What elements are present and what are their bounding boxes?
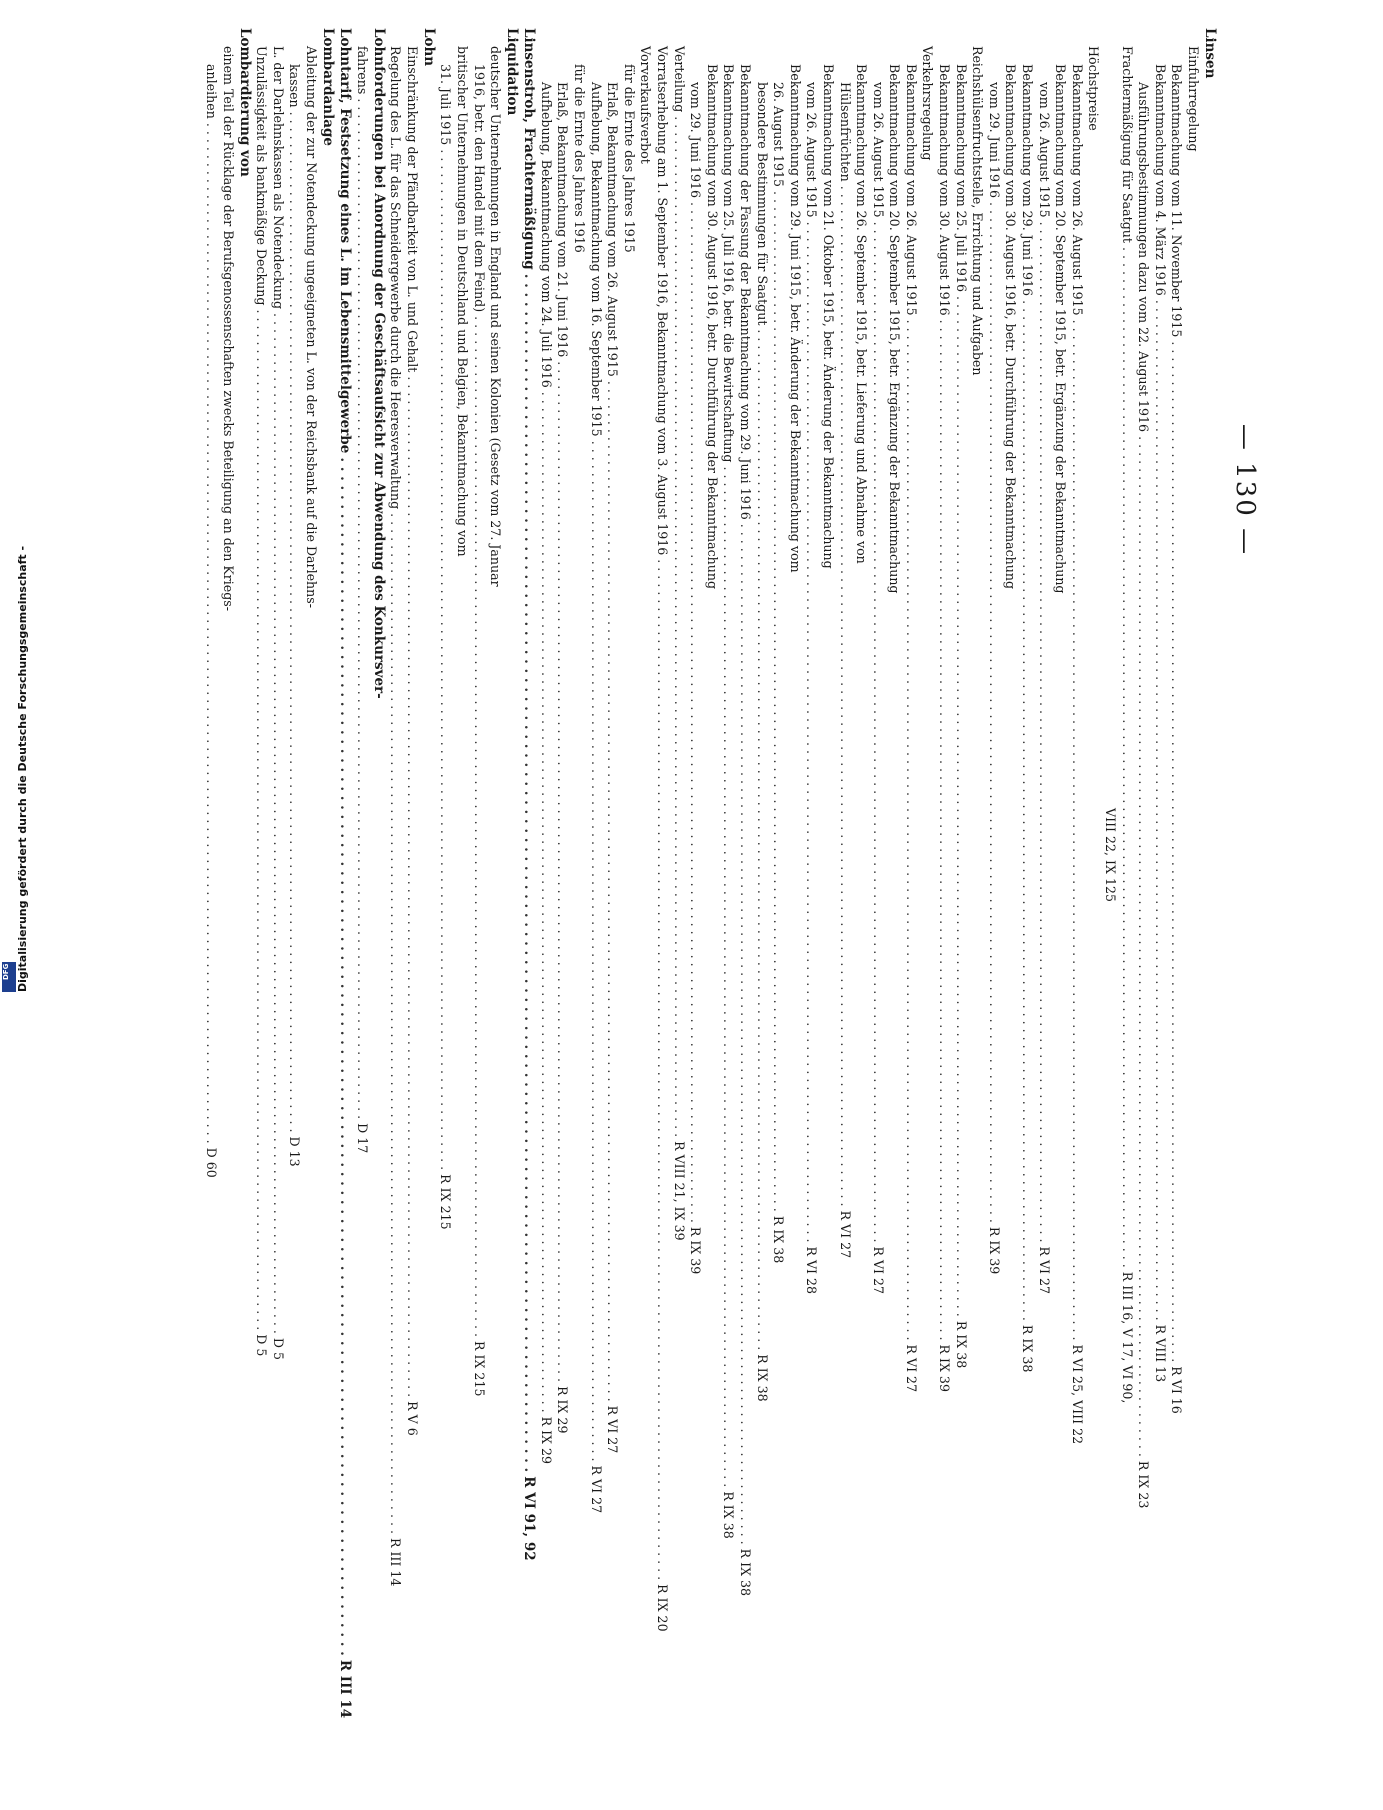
- entry-text: Bekanntmachung vom 4. März 1916: [1152, 64, 1168, 296]
- entry-text: Erlaß, Bekanntmachung vom 21. Juni 1916: [555, 82, 571, 358]
- index-entry: [1184, 28, 1201, 958]
- entry-reference: R IX 20: [655, 1584, 670, 1632]
- dot-leader: [753, 329, 770, 1350]
- entry-text: Linsen: [1202, 28, 1218, 79]
- entry-reference: R VIII 13: [1152, 1324, 1168, 1383]
- index-heading: [370, 28, 387, 958]
- footer-text: Digitalisierung gefördert durch die Deutsche Forschungsgemeinschaft -: [16, 545, 29, 992]
- entry-text: Lohn: [420, 28, 437, 67]
- entry-reference: R III 14: [388, 1537, 404, 1587]
- entry-text: Bekanntmachung vom 26. September 1915, betr. Lieferung und Abnahme von: [854, 64, 870, 564]
- index-entry: [1018, 28, 1036, 1373]
- index-entry: [353, 28, 370, 1154]
- entry-reference: D 5: [254, 1334, 270, 1357]
- index-entry: [570, 28, 587, 958]
- index-entry: [1168, 28, 1185, 1414]
- dot-leader: [537, 392, 554, 1413]
- index-entry: [269, 28, 286, 1360]
- dot-leader: [720, 466, 737, 1487]
- entry-text: 26. August 1915: [771, 82, 787, 187]
- entry-text: Bekanntmachung vom 26. August 1915: [1069, 64, 1085, 316]
- entry-text: vom 26. August 1915: [804, 82, 820, 218]
- dot-leader: [1018, 300, 1035, 1321]
- dot-leader: [985, 202, 1002, 1223]
- index-entry: [670, 28, 687, 1241]
- entry-text: Verteilung: [671, 46, 687, 113]
- entry-text: Ausführungsbestimmungen dazu vom 22. August 1916: [1136, 82, 1152, 433]
- dot-leader: [604, 381, 621, 1402]
- entry-text: Lohnforderungen bei Anordnung der Geschäftsaufsicht zur Abwendung des Konkursver-: [370, 28, 387, 699]
- entry-reference: R IX 38: [771, 1215, 787, 1264]
- index-entry: [836, 28, 853, 1259]
- page-number: — 130 —: [1230, 423, 1260, 557]
- entry-reference: R IX 38: [721, 1491, 737, 1539]
- index-entry: [253, 28, 270, 1357]
- entry-reference: R IX 39: [688, 1226, 704, 1275]
- index-entry: [1151, 28, 1168, 1383]
- entry-reference: R VI 28: [804, 1246, 820, 1295]
- dot-leader: [520, 274, 537, 1473]
- dot-leader: [736, 524, 753, 1545]
- entry-text: anleihen: [204, 64, 220, 119]
- index-entry: [620, 28, 637, 958]
- dot-leader: [286, 112, 303, 1133]
- dot-leader: [869, 222, 886, 1243]
- dfg-logo: [2, 962, 16, 992]
- entry-text: Bekanntmachung vom 29. Juni 1916: [1020, 64, 1036, 297]
- index-entry: [286, 28, 303, 1167]
- entry-reference: R IX 215: [471, 1341, 487, 1397]
- index-entry: [819, 28, 836, 958]
- index-entry: [936, 28, 953, 1392]
- entry-reference: R IX 38: [953, 1320, 969, 1369]
- entry-text: Einschränkung der Pfändbarkeit von L. und Gehalt: [404, 46, 420, 373]
- index-entry: [470, 28, 487, 1397]
- dot-leader: [803, 222, 820, 1243]
- entry-text: britischer Unternehmungen in Deutschland und Belgien, Bekanntmachung vom: [455, 46, 471, 557]
- index-heading: [336, 28, 354, 1719]
- dot-leader: [1135, 436, 1152, 1457]
- entry-text: Vorverkaufsverbot: [638, 46, 654, 164]
- entry-text: kassen: [287, 64, 303, 108]
- dot-leader: [952, 296, 969, 1317]
- index-entry: [203, 28, 220, 1178]
- entry-text: Bekanntmachung vom 11. November 1915: [1169, 64, 1185, 338]
- entry-text: Bekanntmachung vom 20. September 1915, betr. Ergänzung der Bekanntmachung: [887, 64, 903, 594]
- dot-leader: [554, 361, 571, 1382]
- entry-text: vom 26. August 1915: [870, 82, 886, 218]
- dot-leader: [1068, 320, 1085, 1341]
- entry-reference: R VI 16: [1169, 1366, 1185, 1414]
- entry-reference: R IX 29: [538, 1416, 554, 1465]
- entry-text: für die Ernte des Jahres 1915: [621, 64, 637, 253]
- entry-reference: R VI 27: [903, 1344, 919, 1393]
- entry-text: Ableitung der zur Notendeckung ungeeigneten L. von der Reichsbank auf die Darlehns-: [304, 46, 320, 609]
- dfg-logo-text: DFG: [2, 963, 10, 980]
- entry-text: Bekanntmachung vom 30. August 1916, betr. Durchführung der Bekanntmachung: [704, 64, 720, 590]
- entry-text: Erlaß, Bekanntmachung vom 26. August 1915: [605, 82, 621, 377]
- entry-reference: R IX 39: [937, 1344, 953, 1392]
- index-entry: [537, 28, 554, 1465]
- index-entry: [969, 28, 986, 958]
- entry-reference: D 17: [354, 1123, 370, 1154]
- index-entry: [803, 28, 820, 1295]
- index-entry: [753, 28, 770, 1402]
- dot-leader: [1168, 341, 1185, 1362]
- entry-reference: R IX 38: [1020, 1324, 1036, 1373]
- entry-text: einem Teil der Rücklage der Berufsgenossenschaften zwecks Beteiligung an den Kriegs-: [220, 46, 236, 612]
- dot-leader: [253, 309, 270, 1330]
- entry-text: Bekanntmachung vom 26. August 1915: [903, 64, 919, 316]
- entry-reference: R III 14: [337, 1659, 354, 1719]
- entry-reference: R VIII 21, IX 39: [671, 1141, 687, 1241]
- index-list: [203, 28, 1218, 1719]
- entry-reference: VIII 22, IX 125: [1103, 808, 1119, 903]
- dot-leader: [403, 376, 420, 1397]
- dot-leader: [437, 149, 454, 1170]
- dot-leader: [770, 191, 787, 1212]
- index-entry: [736, 28, 753, 1597]
- index-entry: [919, 28, 936, 958]
- entry-reference: D 60: [204, 1147, 220, 1178]
- index-entry: [952, 28, 969, 1369]
- index-entry: [770, 28, 787, 1264]
- index-entry: [985, 28, 1002, 1275]
- dot-leader: [353, 98, 370, 1119]
- index-entry: [902, 28, 919, 1393]
- dot-leader: [902, 320, 919, 1341]
- dot-leader: [836, 186, 853, 1207]
- index-entry: [687, 28, 704, 1275]
- entry-reference: R IX 215: [438, 1174, 454, 1230]
- dot-leader: [587, 441, 604, 1462]
- entry-text: Bekanntmachung vom 21. Oktober 1915, betr. Änderung der Bekanntmachung: [820, 64, 836, 569]
- entry-text: Vorratserhebung am 1. September 1916, Bekanntmachung vom 3. August 1916: [655, 46, 670, 556]
- entry-reference: R VI 25, VIII 22: [1069, 1344, 1085, 1445]
- index-entry: [653, 28, 670, 1632]
- entry-reference: R VI 27: [837, 1210, 853, 1259]
- entry-text: Liquidation: [504, 28, 521, 116]
- index-entry: [604, 28, 621, 1454]
- index-entry: [437, 28, 454, 1230]
- dot-leader: [936, 320, 953, 1341]
- entry-text: Reichshülsenfruchtstelle, Errichtung und Aufgaben: [970, 46, 986, 376]
- entry-reference: R VI 91, 92: [521, 1476, 538, 1561]
- index-heading: [319, 28, 336, 958]
- index-entry: [1035, 28, 1052, 1295]
- index-entry: [403, 28, 420, 1436]
- index-entry: [720, 28, 737, 1539]
- index-entry: [587, 28, 604, 1514]
- entry-text: Lombardierung von: [236, 28, 253, 177]
- index-entry: [1002, 28, 1019, 958]
- index-entry: [1068, 28, 1085, 1445]
- entry-text: deutscher Unternehmungen in England und seinen Kolonien (Gesetz vom 27. Januar: [488, 46, 504, 587]
- entry-text: Lombardanlage: [320, 28, 337, 146]
- entry-text: Unzulässigkeit als bankmäßige Deckung: [254, 46, 270, 306]
- entry-text: besondere Bestimmungen für Saatgut: [754, 82, 770, 326]
- dot-leader: [1118, 247, 1135, 1268]
- entry-text: Bekanntmachung vom 30. August 1916: [937, 64, 953, 316]
- index-entry: [387, 28, 404, 1587]
- index-entry: [703, 28, 720, 958]
- dot-leader: [653, 559, 670, 1580]
- entry-reference: D 13: [287, 1136, 303, 1167]
- index-entry: [1085, 28, 1102, 958]
- dot-leader: [269, 313, 286, 1334]
- entry-text: vom 29. Juni 1916: [688, 82, 704, 199]
- footer-credit: [2, 545, 29, 994]
- entry-text: Lohntarif, Festsetzung eines L. im Lebensmittelgewerbe: [337, 28, 354, 454]
- entry-text: Hülsenfrüchten: [837, 82, 853, 182]
- dot-leader: [203, 123, 220, 1144]
- entry-text: Bekanntmachung vom 29. Juni 1915, betr. Änderung der Bekanntmachung vom: [787, 64, 803, 573]
- entry-reference: R VI 27: [870, 1246, 886, 1295]
- dot-leader: [670, 116, 687, 1137]
- entry-text: Bekanntmachung vom 20. September 1915, betr. Ergänzung der Bekanntmachung: [1053, 64, 1069, 594]
- dot-leader: [470, 316, 487, 1337]
- entry-reference: R VI 27: [588, 1465, 604, 1514]
- index-entry: [453, 28, 470, 958]
- index-entry: [554, 28, 571, 1434]
- index-entry: [303, 28, 320, 958]
- entry-text: Linsenstroh, Frachtermäßigung: [521, 28, 538, 270]
- entry-text: Bekanntmachung vom 25. Juli 1916, betr. die Bewirtschaftung: [721, 64, 737, 463]
- entry-reference: R IX 38: [737, 1548, 753, 1597]
- index-heading: [520, 28, 538, 1561]
- entry-reference: R IX 38: [754, 1354, 770, 1402]
- dot-leader: [336, 457, 353, 1656]
- dot-leader: [1151, 300, 1168, 1321]
- entry-text: Aufhebung, Bekanntmachung vom 16. September 1915: [588, 82, 604, 437]
- index-entry: [1135, 28, 1152, 1509]
- index-heading: [503, 28, 520, 958]
- index-entry: [1101, 28, 1118, 958]
- dot-leader: [687, 202, 704, 1223]
- index-heading: [236, 28, 253, 958]
- entry-reference: R VI 27: [1036, 1246, 1052, 1295]
- entry-text: Verkehrsregelung: [920, 46, 936, 161]
- entry-reference: R VI 27: [605, 1405, 621, 1454]
- index-heading: [420, 28, 437, 958]
- index-entry: [869, 28, 886, 1295]
- entry-text: Bekanntmachung der Fassung der Bekanntmachung vom 29. Juni 1916: [737, 64, 753, 520]
- entry-text: vom 26. August 1915: [1036, 82, 1052, 218]
- index-heading: [1201, 28, 1218, 958]
- entry-text: Bekanntmachung vom 30. August 1916, betr. Durchführung der Bekanntmachung: [1003, 64, 1019, 590]
- dot-leader: [387, 513, 404, 1534]
- entry-reference: R III 16, V 17, VI 90,: [1119, 1271, 1135, 1404]
- index-entry: [219, 28, 236, 958]
- entry-text: vom 29. Juni 1916: [986, 82, 1002, 199]
- index-entry: [637, 28, 654, 958]
- dot-leader: [1035, 222, 1052, 1243]
- entry-text: Höchstpreise: [1086, 46, 1102, 131]
- entry-text: Regelung des L. für das Schneidergewerbe durch die Heeresverwaltung: [388, 46, 404, 510]
- index-entry: [1052, 28, 1069, 958]
- entry-text: L. der Darlehnskassen als Notendeckung: [270, 46, 286, 310]
- index-entry: [886, 28, 903, 958]
- entry-text: 1916, betr. den Handel mit dem Feind): [471, 64, 487, 313]
- entry-reference: R IX 23: [1136, 1460, 1152, 1509]
- entry-reference: R IX 39: [986, 1226, 1002, 1275]
- entry-text: Aufhebung, Bekanntmachung vom 24. Juli 1916: [538, 82, 554, 388]
- index-entry: [786, 28, 803, 958]
- entry-text: Frachtermäßigung für Saatgut: [1119, 46, 1135, 243]
- entry-text: 31. Juli 1915: [438, 64, 454, 146]
- index-entry: [1118, 28, 1135, 1404]
- entry-text: Bekanntmachung vom 25. Juli 1916: [953, 64, 969, 292]
- entry-reference: R V 6: [404, 1401, 420, 1436]
- entry-text: für die Ernte des Jahres 1916: [572, 64, 588, 253]
- entry-text: Einfuhrregelung: [1186, 46, 1201, 152]
- entry-reference: D 5: [270, 1337, 286, 1360]
- entry-reference: R IX 29: [555, 1386, 571, 1434]
- entry-text: fahrens: [354, 46, 370, 95]
- index-entry: [853, 28, 870, 958]
- index-entry: [487, 28, 504, 958]
